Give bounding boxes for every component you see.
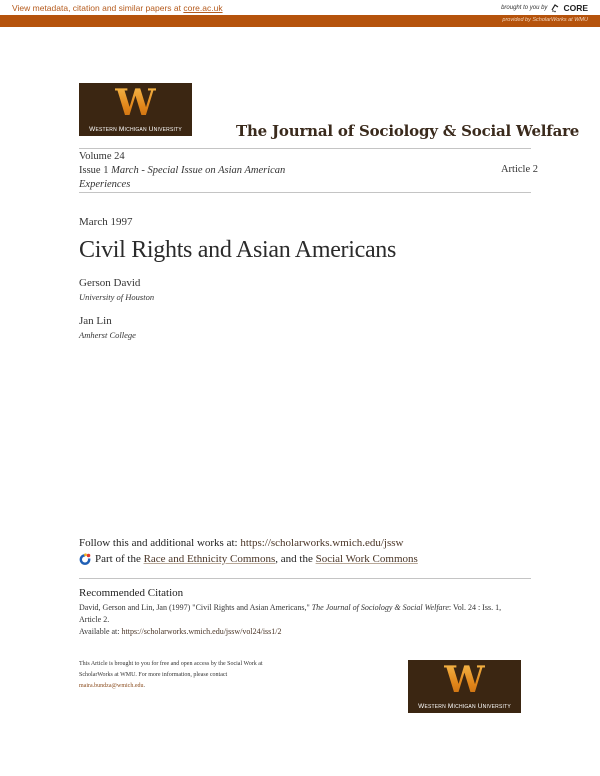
divider-issue [79,192,531,193]
race-ethnicity-commons-link[interactable]: Race and Ethnicity Commons [143,553,276,565]
divider-citation [79,578,531,579]
follow-url-link[interactable]: https://scholarworks.wmich.edu/jssw [240,537,404,549]
wmu-logo [79,83,192,136]
wmu-logo-text: Western Michigan University [89,126,182,133]
issue-info [79,150,339,192]
journal-title: The Journal of Sociology & Social Welfare [236,122,580,140]
available-prefix: Available at: [79,627,122,636]
wmu-logo-footer [408,660,521,713]
author-affiliation: Amherst College [79,330,136,340]
citation-journal: The Journal of Sociology & Social Welfare [311,603,449,612]
issue-title[interactable]: March - Special Issue on Asian American [111,165,286,176]
recommended-citation-heading: Recommended Citation [79,587,184,599]
issue-label[interactable]: Issue 1 [79,165,109,176]
author-name[interactable]: Gerson David [79,277,141,289]
citation-article: Article 2. [79,615,110,624]
brought-to-you-by[interactable] [501,3,588,13]
provided-by[interactable]: provided by ScholarWorks at WMU [502,17,588,23]
publication-date: March 1997 [79,216,133,228]
citation-volume: : Vol. 24 : Iss. 1, [448,603,502,612]
core-metadata-line [12,3,223,13]
wmu-w-mark: W [115,82,156,124]
wmu-logo-text: Western Michigan University [418,703,511,710]
author-affiliation: University of Houston [79,292,155,302]
wmu-w-mark: W [444,659,485,701]
divider-top [79,148,531,149]
network-commons-icon [79,553,91,565]
core-logo-icon [550,3,560,13]
article-number: Article 2 [500,164,538,175]
author-name[interactable]: Jan Lin [79,315,112,327]
notice-line2: ScholarWorks at WMU. For more information, please contact [79,672,228,678]
brought-text: brought to you by [501,5,548,11]
article-title: Civil Rights and Asian Americans [79,237,397,263]
metadata-text: View metadata, citation and similar papers at [12,3,184,13]
follow-line [79,537,403,549]
social-work-commons-link[interactable]: Social Work Commons [315,553,418,565]
contact-email-link[interactable]: maira.bundza@wmich.edu [79,683,144,689]
core-label: CORE [563,3,588,13]
follow-text: Follow this and additional works at: [79,537,241,549]
email-suffix: . [143,683,146,689]
part-of-line [79,553,418,565]
citation-url-link[interactable]: https://scholarworks.wmich.edu/jssw/vol24/iss1/2 [121,627,282,636]
part-of-mid: , and the [275,553,316,565]
notice-line1: This Article is brought to you for free and open access by the Social Work at [79,661,263,667]
citation-text [79,602,539,638]
issue-title-cont[interactable]: Experiences [79,179,131,190]
volume[interactable]: Volume 24 [79,151,125,162]
part-of-prefix: Part of the [95,553,144,565]
open-access-notice [79,659,329,692]
citation-authors-title: David, Gerson and Lin, Jan (1997) "Civil Rights and Asian Americans," [79,603,312,612]
core-link[interactable]: core.ac.uk [183,3,223,13]
